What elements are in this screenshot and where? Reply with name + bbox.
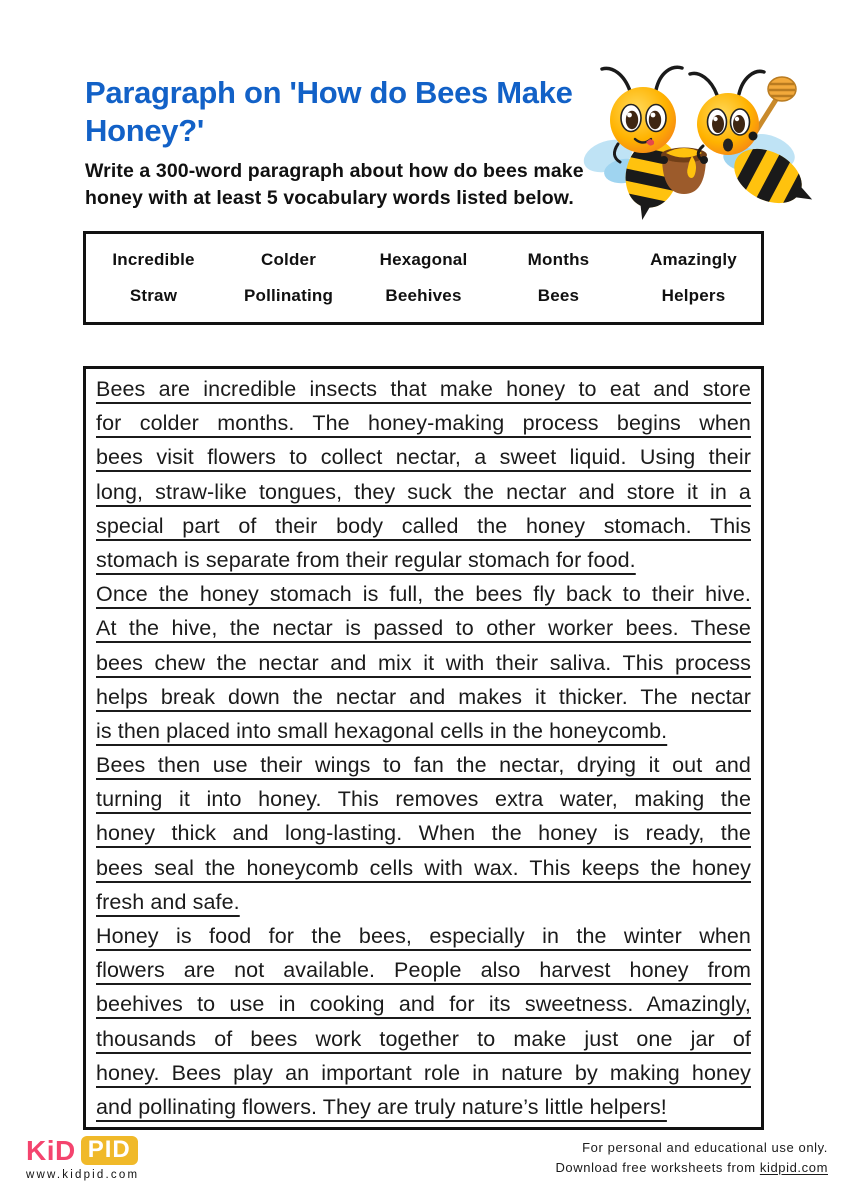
essay-line: fresh and safe. xyxy=(96,889,240,914)
vocab-word: Helpers xyxy=(661,286,726,305)
bees-illustration xyxy=(580,56,815,221)
footer-credits xyxy=(555,1138,828,1177)
essay-line: Bees are incredible insects that make honey to eat and store xyxy=(96,377,751,401)
bee-with-honey-dipper-icon xyxy=(690,71,815,221)
vocab-word: Straw xyxy=(129,286,178,305)
essay-line: beehives to use in cooking and for its sweetness. Amazingly, xyxy=(96,992,751,1017)
vocab-word: Months xyxy=(527,250,590,269)
credit-line-2-prefix: Download free worksheets from xyxy=(555,1159,760,1175)
essay-line: flowers are not available. People also harvest honey from xyxy=(96,958,751,983)
bee-icons xyxy=(580,56,815,221)
vocab-word: Beehives xyxy=(385,286,462,305)
credit-line-1: For personal and educational use only. xyxy=(582,1140,828,1155)
essay-line: honey. Bees play an important role in nature by making honey xyxy=(96,1060,751,1085)
bee-with-honey-pot-icon xyxy=(580,67,708,221)
essay-line: At the hive, the nectar is passed to other worker bees. These xyxy=(96,616,751,641)
credit-line-2 xyxy=(555,1158,828,1178)
page-title: Paragraph on 'How do Bees Make Honey?' xyxy=(85,75,573,148)
essay-line: helps break down the nectar and makes it thicker. The nectar xyxy=(96,684,751,709)
page-subtitle: Write a 300-word paragraph about how do bees make honey with at least 5 vocabulary words listed below. xyxy=(85,160,584,209)
essay-line: for colder months. The honey-making process begins when xyxy=(96,411,751,436)
logo-pid-badge: PID xyxy=(81,1136,138,1165)
kidpid-link[interactable]: kidpid.com xyxy=(759,1159,828,1175)
essay-line: thousands of bees work together to make just one jar of xyxy=(96,1026,751,1051)
vocab-word: Bees xyxy=(537,286,580,305)
logo-site-url: www.kidpid.com xyxy=(26,1169,140,1181)
essay-line: turning it into honey. This removes extra water, making the xyxy=(96,787,751,812)
vocab-word: Colder xyxy=(260,250,317,269)
header xyxy=(85,74,615,212)
vocabulary-box xyxy=(83,231,764,325)
vocab-word: Amazingly xyxy=(650,250,737,269)
essay-line: Bees then use their wings to fan the nectar, drying it out and xyxy=(96,753,751,778)
essay-line: long, straw-like tongues, they suck the nectar and store it in a xyxy=(96,479,751,504)
essay-line: Honey is food for the bees, especially in the winter when xyxy=(96,924,751,948)
vocab-row xyxy=(86,286,761,306)
essay-line: Once the honey stomach is full, the bees fly back to their hive. xyxy=(96,582,751,607)
vocab-word: Pollinating xyxy=(243,286,334,305)
vocab-word: Hexagonal xyxy=(379,250,468,269)
essay-line: and pollinating flowers. They are truly nature’s little helpers! xyxy=(96,1094,667,1119)
vocab-row xyxy=(86,250,761,270)
essay-line: honey thick and long-lasting. When the honey is ready, the xyxy=(96,821,751,846)
essay-box xyxy=(83,366,764,1130)
essay-line: bees seal the honeycomb cells with wax. This keeps the honey xyxy=(96,855,751,880)
kidpid-logo xyxy=(26,1136,139,1181)
essay-line: stomach is separate from their regular stomach for food. xyxy=(96,547,636,572)
essay-line: bees chew the nectar and mix it with their saliva. This process xyxy=(96,650,751,675)
essay-line: is then placed into small hexagonal cells in the honeycomb. xyxy=(96,718,668,743)
logo-kid-text: KiD xyxy=(26,1134,76,1166)
vocab-word: Incredible xyxy=(112,250,195,269)
essay-line: special part of their body called the honey stomach. This xyxy=(96,513,751,538)
essay-line: bees visit flowers to collect nectar, a sweet liquid. Using their xyxy=(96,445,751,470)
